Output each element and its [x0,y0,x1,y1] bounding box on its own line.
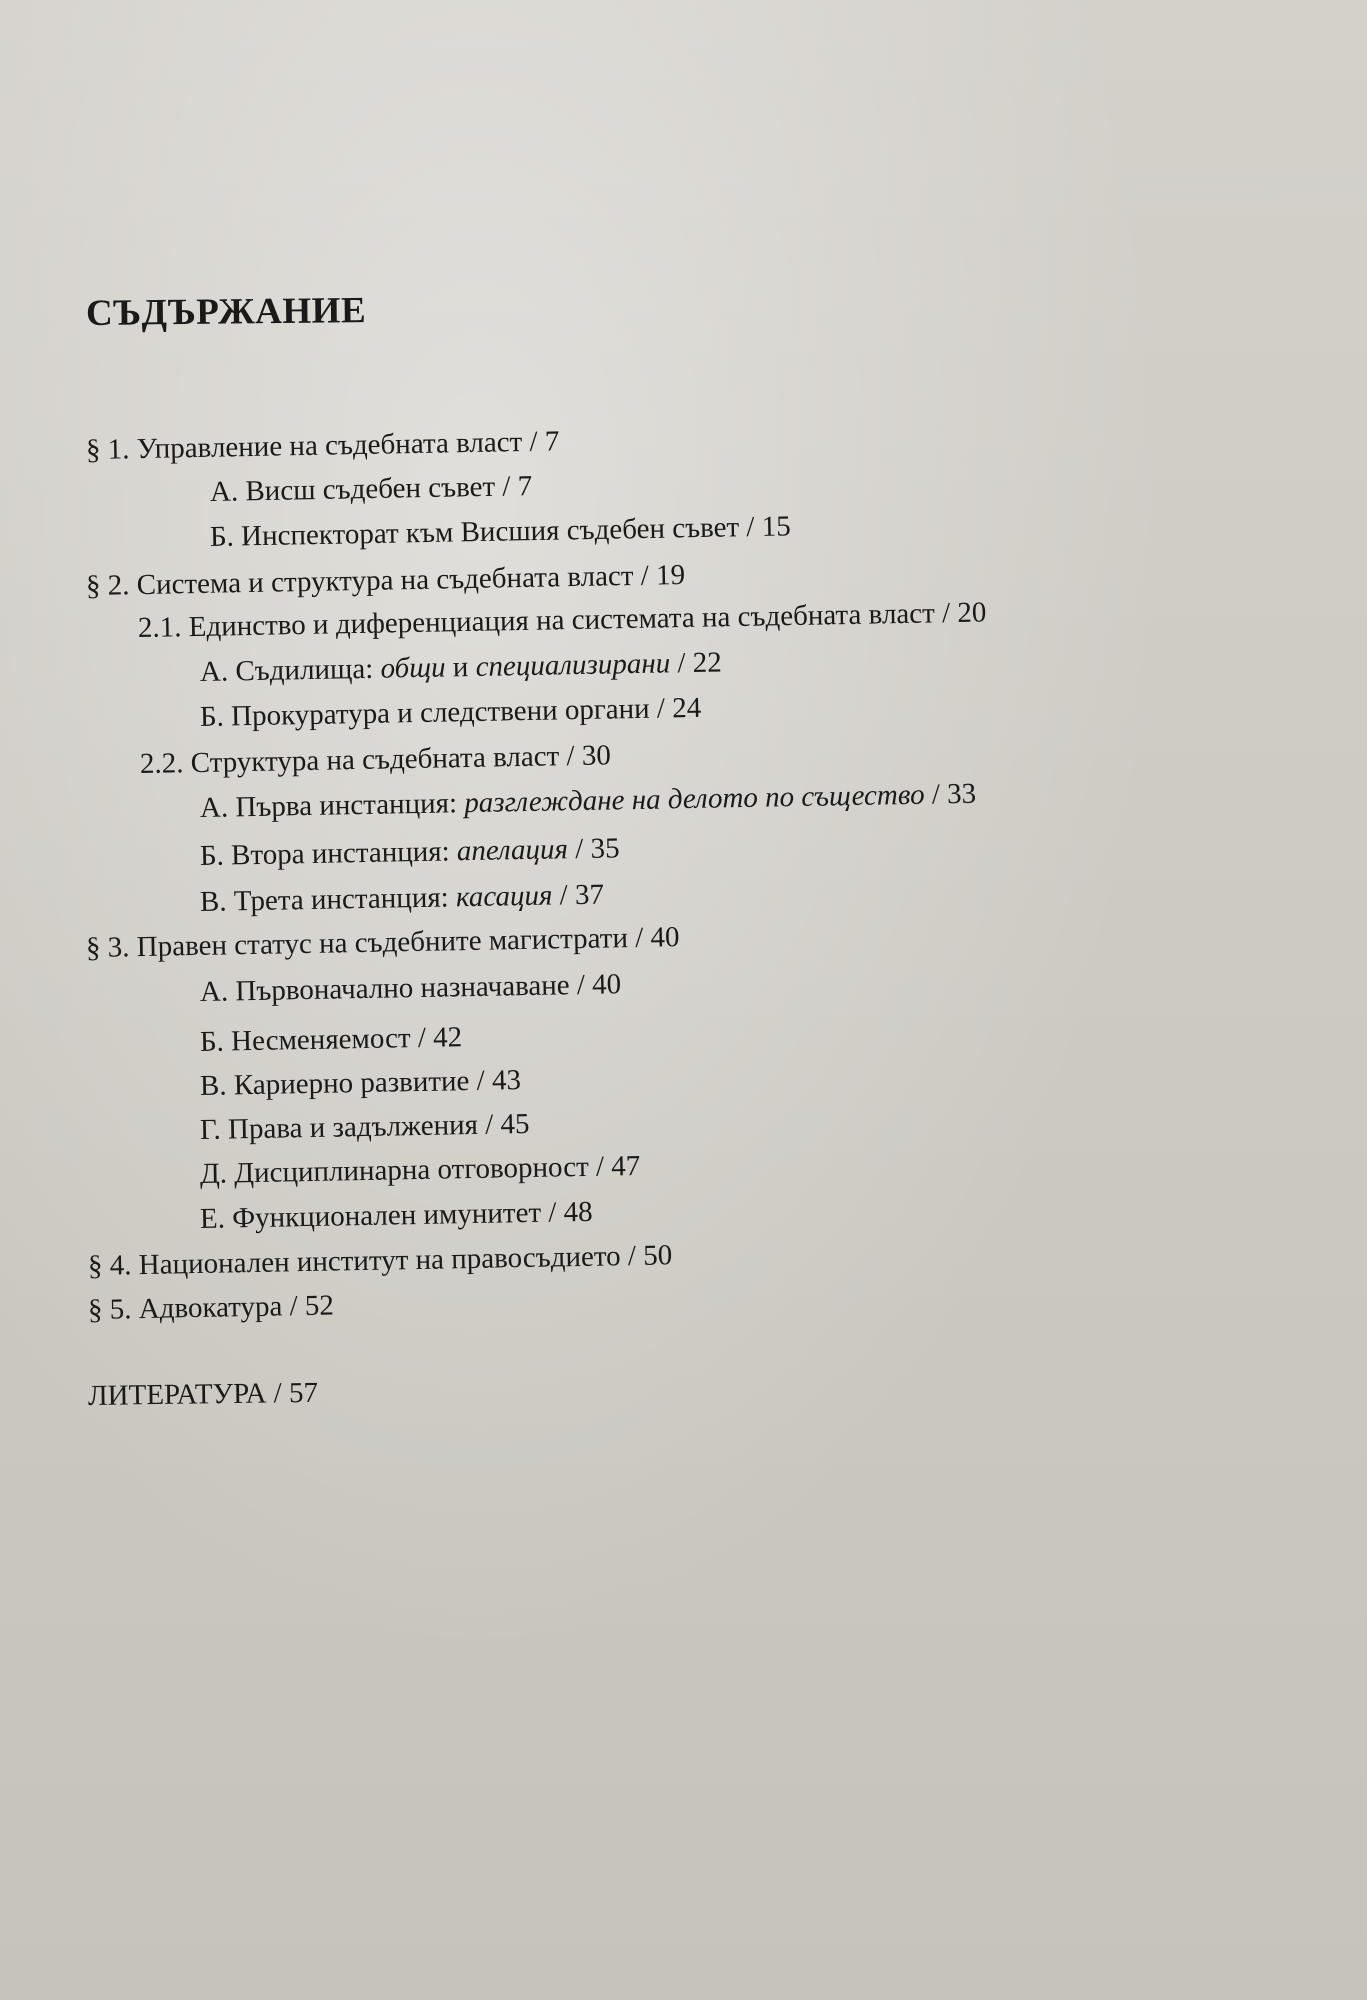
toc-entry-2-2 [140,741,611,779]
toc-entry-text: § 2. Система и структура на съдебната власт / 19 [85,559,686,602]
toc-entry-text: Е. Функционален имунитет / 48 [199,1195,593,1235]
toc-entry-section-4 [88,1241,673,1281]
toc-entry-text: § 1. Управление на съдебната власт / 7 [85,425,560,466]
toc-entry-italic: общи [380,651,446,685]
toc-entry-section-2 [86,561,686,601]
toc-entry-2-1 [138,598,987,643]
toc-entry-text: В. Кариерно развитие / 43 [199,1064,522,1102]
toc-entry-2-2b [200,834,620,871]
toc-entry-text: А. Съдилища: [199,652,381,688]
toc-entry-2-2a [199,777,977,824]
toc-entry-text: Б. Несменяемост / 42 [199,1021,463,1058]
toc-entry-text: А. Първоначално назначаване / 40 [199,968,622,1008]
toc-entry-text: А. Висш съдебен съвет / 7 [209,470,533,508]
toc-entry-text: § 3. Правен статус на съдебните магистрати / 40 [85,921,680,964]
toc-entry-text: / 33 [924,777,977,811]
toc-entry-3e [199,1149,641,1190]
toc-entry-bibliography: ЛИТЕРАТУРА / 57 [87,1376,319,1412]
toc-entry-2-1a [200,648,722,687]
toc-entry-text: А. Първа инстанция: [199,787,465,824]
toc-entry-italic: разглеждане на делото по същество [463,778,925,820]
toc-entry-3c [200,1066,521,1101]
toc-entry-text: § 5. Адвокатура / 52 [87,1289,335,1326]
toc-entry-text: 2.1. Единство и диференциация на системата на съдебната власт / 20 [137,596,987,644]
toc-entry-1a [210,472,533,507]
toc-entry-1b [210,512,791,552]
toc-entry-text: Б. Инспекторат към Висшия съдебен съвет / 15 [209,510,791,553]
toc-entry-3b [200,1023,463,1057]
toc-entry-text: Д. Дисциплинарна отговорност / 47 [199,1149,641,1190]
page-title: СЪДЪРЖАНИЕ [85,290,367,334]
toc-entry-2-2c [199,878,605,918]
toc-entry-section-3 [86,923,680,963]
toc-entry-italic: специализирани [475,647,671,683]
toc-entry-3f [199,1195,593,1235]
toc-entry-section-5 [88,1291,334,1325]
toc-entry-text: и [445,650,476,684]
toc-entry-3d [199,1107,530,1146]
toc-entry-text: В. Трета инстанция: [199,881,457,918]
toc-entry-text: § 4. Национален институт на правосъдието / 50 [87,1239,673,1282]
toc-entry-text: Г. Права и задължения / 45 [199,1107,530,1146]
toc-entry-text: / 35 [567,832,620,866]
toc-entry-3a [200,970,622,1007]
toc-entry-italic: апелация [456,833,569,868]
toc-entry-section-1 [86,427,560,465]
toc-entry-text: Б. Втора инстанция: [199,835,458,872]
toc-entry-italic: касация [455,879,553,914]
toc-entry-text: Б. Прокуратура и следствени органи / 24 [199,691,702,733]
toc-entry-2-1b [199,691,702,733]
toc-entry-text: / 22 [669,646,723,680]
toc-entry-text: 2.2. Структура на съдебната власт / 30 [139,739,612,780]
toc-entry-text: / 37 [552,878,605,912]
